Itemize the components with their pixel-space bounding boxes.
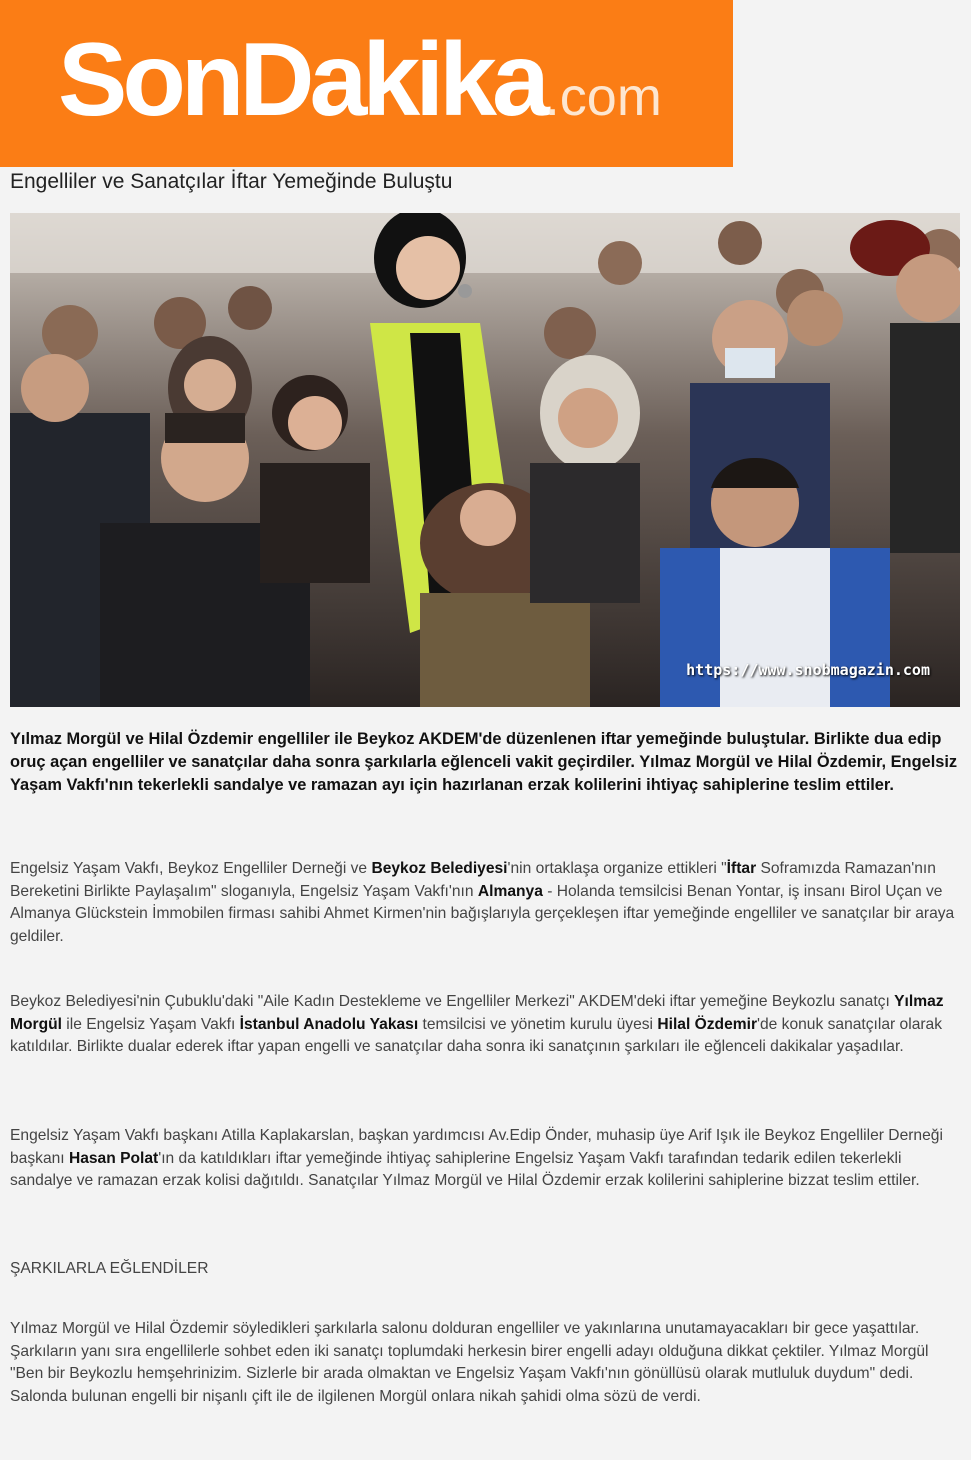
article-title: Engelliler ve Sanatçılar İftar Yemeğinde Buluştu bbox=[10, 170, 453, 193]
p1-text-3: Soframızda Ramazan'nın Bereketini Birlikte Paylaşalım" sloganıyla, Engelsiz Yaşam Vakfı'nın bbox=[10, 860, 936, 900]
p2-bold-3: Hilal Özdemir bbox=[657, 1015, 758, 1033]
p3-text-1: Engelsiz Yaşam Vakfı başkanı Atilla Kaplakarslan, başkan yardımcısı Av.Edip Önder, muhasip üye Arif Işık ile Beykoz Engelliler Derneği başkanı bbox=[10, 1127, 943, 1167]
p1-text-2: 'nin ortaklaşa organize ettikleri " bbox=[507, 860, 727, 877]
article-photo bbox=[10, 213, 960, 707]
p2-text-3: temsilcisi ve yönetim kurulu üyesi bbox=[418, 1015, 658, 1033]
article-subheading: ŞARKILARLA EĞLENDİLER bbox=[10, 1260, 209, 1277]
p1-bold-2: İftar bbox=[726, 860, 757, 877]
event-photo-illustration bbox=[10, 213, 960, 707]
p1-bold-1: Beykoz Belediyesi bbox=[371, 860, 508, 877]
paragraph-2 bbox=[10, 991, 960, 1059]
p2-bold-1: Yılmaz Morgül bbox=[10, 993, 944, 1033]
p1-text-4: - Holanda temsilcisi Benan Yontar, iş insanı Birol Uçan ve Almanya Glückstein İmmobilen firması sahibi Ahmet Kirmen'nin bağışlarıyla gerçekleşen iftar yemeğinde engelliler ve sanatçılar bir araya geldiler. bbox=[10, 882, 955, 945]
site-logo[interactable] bbox=[58, 22, 662, 138]
p1-text-1: Engelsiz Yaşam Vakfı, Beykoz Engelliler Derneği ve bbox=[10, 860, 372, 877]
article-lead: Yılmaz Morgül ve Hilal Özdemir engelliler ile Beykoz AKDEM'de düzenlenen iftar yemeğinde buluştular. Birlikte dua edip oruç açan engelliler ve sanatçılar daha sonra şarkılarla eğlenceli vakit geçirdiler. Yılmaz Morgül ve Hilal Özdemir, Engelsiz Yaşam Vakfı'nın tekerlekli sandalye ve ramazan ayı için hazırlanan erzak kolilerini ihtiyaç sahiplerine teslim ettiler. bbox=[10, 730, 958, 794]
photo-watermark: https://www.snobmagazin.com bbox=[686, 661, 930, 679]
logo-suffix: .com bbox=[544, 67, 662, 127]
p2-text-4: 'de konuk sanatçılar olarak katıldılar. Birlikte dualar ederek iftar yapan engelli ve sanatçılar daha sonra iki sanatçının şarkıları ile eğlenceli dakikalar yaşadılar. bbox=[10, 1015, 943, 1055]
p3-bold-1: Hasan Polat bbox=[68, 1149, 159, 1167]
p2-bold-2: İstanbul Anadolu Yakası bbox=[239, 1015, 419, 1033]
p2-text-1: Beykoz Belediyesi'nin Çubuklu'daki "Aile Kadın Destekleme ve Engelliler Merkezi" AKDEM'deki iftar yemeğine Beykozlu sanatçı bbox=[10, 993, 895, 1010]
paragraph-1 bbox=[10, 858, 960, 948]
site-header-banner[interactable] bbox=[0, 0, 733, 167]
article-body bbox=[10, 728, 960, 1405]
logo-main: SonDakika bbox=[58, 22, 545, 138]
p2-text-2: ile Engelsiz Yaşam Vakfı bbox=[61, 1015, 240, 1033]
p3-text-2: 'ın da katıldıkları iftar yemeğinde ihtiyaç sahiplerine Engelsiz Yaşam Vakfı tarafından tedarik edilen tekerlekli sandalye ve ramazan erzak kolisi dağıtıldı. Sanatçılar Yılmaz Morgül ve Hilal Özdemir erzak kolilerini sahiplerine bizzat teslim ettiler. bbox=[10, 1149, 920, 1189]
paragraph-3 bbox=[10, 1125, 960, 1193]
p1-bold-3: Almanya bbox=[477, 882, 543, 900]
paragraph-4: Yılmaz Morgül ve Hilal Özdemir söyledikleri şarkılarla salonu dolduran engelliler ve yakınlarına unutamayacakları bir gece yaşattılar. Şarkıların yanı sıra engellilerle sohbet eden iki sanatçı toplumdaki herkesin birer engelli adayı olduğuna dikkat çektiler. Yılmaz Morgül "Ben bir Beykozlu hemşehrinizim. Sizlerle bir arada olmaktan ve Engelsiz Yaşam Vakfı'nın gönüllüsü olarak mutluluk duydum" dedi. Salonda bulunan engelli bir nişanlı çift ile de ilgilenen Morgül onlara nikah şahidi olma sözü de verdi. bbox=[10, 1320, 929, 1405]
